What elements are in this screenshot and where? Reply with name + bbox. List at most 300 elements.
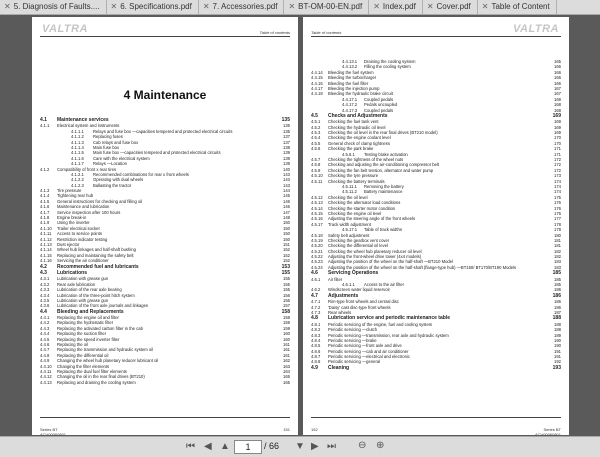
page-count: / 66 [264, 441, 280, 451]
toc-entry-number: 4.4.13.1 [342, 59, 358, 64]
toc-entry-number: 4.3.2 [40, 281, 50, 287]
toc-entry-number: 4.8.8 [311, 359, 321, 365]
toc-entry-number: 4.1.1.4 [71, 144, 84, 150]
page-up-icon[interactable]: ▲ [220, 441, 230, 452]
toc-entry-title: Recommended fuel and lubricants [57, 263, 139, 270]
tab-4[interactable] [369, 0, 423, 14]
toc-entry-page: 174 [554, 189, 561, 195]
toc-entry-number: 4.5.23 [311, 259, 323, 265]
toc-entry-number: 4.4.14 [311, 69, 323, 75]
toc-entry-page: 161 [283, 347, 290, 353]
toc-entry-page: 160 [283, 331, 290, 337]
tab-5[interactable] [423, 0, 478, 14]
toc-entry-title: Access to the air filter [364, 282, 405, 288]
toc-entry-title: Recommended combinations for rear x front wheels [93, 171, 189, 177]
toc-entry-title: Bleeding the fuel filter [328, 80, 369, 86]
toc-entry-page: 176 [554, 210, 561, 216]
toc-entry-page: 166 [554, 69, 561, 75]
toc-entry-title: Coupled pedals [364, 96, 394, 102]
toc-entry-title: Track width adjustment [328, 221, 371, 227]
toc-entry-number: 4.5.15 [311, 210, 323, 216]
toc-entry-number: 4.1.1.6 [71, 155, 84, 161]
toc-entry-number: 4.1.9 [40, 220, 50, 226]
toc-entry-number: 4.1.2.2 [71, 177, 84, 183]
toc-entry-page: 181 [554, 243, 561, 249]
toc-entry-number: 4.5.17.1 [342, 227, 358, 233]
last-page-icon[interactable]: ⏭ [327, 441, 336, 452]
toc-entry-page: 182 [554, 254, 561, 260]
toc-entry-number: 4.5 [311, 112, 318, 119]
toc-entry-page: 185 [552, 270, 561, 277]
toc-entry-number: 4.4.10 [40, 363, 52, 369]
toc-entry-title: Adjusting the front-wheel drive tower (4x4 models) [328, 254, 422, 260]
toc-entry-title: Periodic servicing —transmission, rear axle and hydraulic system [328, 332, 449, 338]
toc-entry-title: Air filter [328, 276, 343, 282]
toc-entry-page: 169 [554, 130, 561, 136]
toc-entry-number: 4.4.4 [40, 331, 50, 337]
toc-entry-page: 167 [554, 85, 561, 91]
toc-entry-page: 166 [554, 64, 561, 70]
toc-entry-title: Relays and fuse box —capacities tempered and protected electrical circuits [93, 128, 233, 134]
toc-entry-number: 4.9 [311, 364, 318, 371]
toc-entry-number: 4.5.7 [311, 157, 321, 163]
toc-entry-page: 186 [552, 292, 561, 299]
toc-entry-title: Servicing the air conditioner [57, 258, 109, 264]
toc-entry-page: 148 [283, 215, 290, 221]
toc-entry-title: Changing the wheel hub planetary reducer lubricant oil [57, 358, 159, 364]
toc-entry-title: Checking the fuel tank vent [328, 119, 379, 125]
valtra-logo: VALTRA [513, 23, 559, 35]
tab-label: Cover.pdf [436, 2, 471, 11]
toc-entry-title: Rear wheels [328, 309, 352, 315]
toc-entry-number: 4.4 [40, 308, 47, 315]
tab-label: Table of Content [491, 2, 550, 11]
toc-entry-page: 172 [554, 157, 561, 163]
toc-entry-title: Periodic servicing —clutch [328, 327, 378, 333]
close-tab-icon[interactable]: ✕ [110, 2, 118, 11]
header-rule [311, 36, 561, 37]
toc-entry-title: Replacing fuses [93, 134, 123, 140]
toc-entry-title: Replacing the dual fuel filter elements [57, 368, 127, 374]
toc-entry-number: 4.4.18 [311, 91, 323, 97]
toc-entry-page: 192 [554, 359, 561, 365]
toc-entry-page: 146 [283, 198, 290, 204]
toc-entry-page: 169 [552, 112, 561, 119]
toc-entry-title: Replacing the activated carbon filter in the cab [57, 325, 143, 331]
toc-entry-number: 4.7 [311, 292, 318, 299]
toc-entry-title: Safety belt adjustment [328, 232, 370, 238]
toc-entry-title: Replacing the suction filter [57, 331, 107, 337]
toc-entry-number: 4.3.6 [40, 303, 50, 309]
toc-entry-page: 191 [554, 354, 561, 360]
toc-entry-number: 4.5.24 [311, 264, 323, 270]
toc-entry-page: 158 [281, 308, 290, 315]
toc-entry-number: 4.4.13.2 [342, 64, 358, 70]
toc-entry-title: Periodic servicing —brake [328, 337, 377, 343]
toc-entry-page: 138 [283, 144, 290, 150]
toc-entry-title: Dust ejector [57, 241, 80, 247]
document-viewer[interactable] [0, 15, 600, 436]
toc-entry-page: 172 [554, 167, 561, 173]
toc-entry-title: Changing the oil in the rear final drives (BT210) [57, 374, 145, 380]
footer-series: Series BT ACV00060801 [40, 427, 67, 435]
toc-entry-number: 4.5.6 [311, 146, 321, 152]
toc-entry-page: 163 [283, 363, 290, 369]
toc-entry-title: Adjusting the position of the wheel on the half-shaft (flange-type hub) —BT150/ BT170/BT190 Models [328, 264, 517, 270]
toc-entry-title: Adjustments [328, 292, 359, 299]
tab-label: 6. Specifications.pdf [120, 2, 192, 11]
toc-entry-number: 4.1.1.3 [71, 139, 84, 145]
close-tab-icon[interactable]: ✕ [4, 2, 11, 11]
toc-entry-page: 160 [283, 336, 290, 342]
toc-entry-number: 4.6.2 [311, 287, 321, 293]
toc-entry-title: Replacing the differential oil [57, 352, 109, 358]
toc-entry-number: 4.1.14 [40, 247, 52, 253]
toc-entry-number: 4.5.3 [311, 130, 321, 136]
toc-entry-number: 4.4.1 [40, 315, 50, 321]
toc-entry-page: 165 [283, 379, 290, 385]
toc-entry-title: Checking the wheel hub planetary reducer oil level [328, 248, 422, 254]
toc-entry-page: 139 [283, 155, 290, 161]
toc-entry-number: 4.1.1.1 [71, 128, 84, 134]
toc-entry-number: 4.5.11 [311, 178, 323, 184]
toc-entry-title: Checking the battery terminals [328, 178, 385, 184]
toc-entry-number: 4.1.5 [40, 198, 50, 204]
toc-entry-title: Checking the oil level in the rear final drives (BT210 model) [328, 130, 438, 136]
tab-6[interactable] [478, 0, 557, 14]
toc-entry-page: 150 [283, 225, 290, 231]
toc-entry-number: 4.1.8 [40, 215, 50, 221]
toc-entry-page: 155 [281, 269, 290, 276]
toc-entry-number: 4.7.3 [311, 309, 321, 315]
footer-rule [311, 417, 561, 418]
toc-entry-number: 4.5.1 [311, 119, 321, 125]
tab-label: BT-OM-00-EN.pdf [298, 2, 363, 11]
toc-entry-title: Periodic servicing —cab and air conditioner [328, 348, 409, 354]
page-number-input[interactable]: 1 [234, 440, 262, 454]
toc-entry-page: 174 [554, 183, 561, 189]
toc-entry-number: 4.4.15 [311, 75, 323, 81]
toc-entry-number: 4.3.5 [40, 297, 50, 303]
toc-entry-page: 139 [283, 150, 290, 156]
pdf-page-left [32, 17, 298, 435]
toc-entry-number: 4.4.17.3 [342, 107, 358, 113]
toc-entry-number: 4.3.4 [40, 292, 50, 298]
toc-entry-number: 4.1.7 [40, 209, 50, 215]
toc-entry-number: 4.5.12 [311, 194, 323, 200]
toc-entry-page: 190 [554, 337, 561, 343]
toc-entry-number: 4.5.5 [311, 140, 321, 146]
toc-entry-page: 166 [554, 75, 561, 81]
toc-entry-title: Care with the electrical system [93, 155, 150, 161]
toc-entry-page: 187 [554, 309, 561, 315]
toc-entry-number: 4.8.7 [311, 354, 321, 360]
toc-entry-title: Checking the alternator load conditions [328, 200, 401, 206]
toc-entry-page: 159 [283, 325, 290, 331]
toc-entry-number: 4.3 [40, 269, 47, 276]
toc-entry-title: Checking the engine coolant level [328, 135, 391, 141]
zoom-out-icon[interactable]: ⊖ [358, 440, 367, 451]
toc-entry-page: 158 [283, 315, 290, 321]
toc-entry-title: Service inspection after 100 hours [57, 209, 121, 215]
toc-entry-number: 4.5.10 [311, 173, 323, 179]
toc-entry-number: 4.4.2 [40, 320, 50, 326]
toc-entry-number: 4.2 [40, 263, 47, 270]
toc-entry-title: Operating with dual wheels [93, 177, 144, 183]
toc-entry-page: 140 [283, 166, 290, 172]
toc-entry-title: Trailer electrical socket [57, 225, 100, 231]
toc-entry-number: 4.8.5 [311, 343, 321, 349]
toc-entry-title: Lubrication with grease gun [57, 276, 109, 282]
toc-entry-number: 4.1.2.3 [71, 182, 84, 188]
toc-entry-page: 185 [554, 276, 561, 282]
toc-entry-page: 170 [554, 140, 561, 146]
toc-entry-page: 171 [554, 151, 561, 157]
toc-entry-title: Checking the starter motor condition [328, 205, 396, 211]
toc-entry-number: 4.6.1 [311, 276, 321, 282]
toc-entry-title: Table of track widths [364, 227, 402, 233]
toc-entry-title: Servicing Operations [328, 270, 379, 277]
toc-entry-page: 137 [283, 134, 290, 140]
first-page-icon[interactable]: ⏮ [186, 441, 195, 452]
toc-entry-number: 4.8.6 [311, 348, 321, 354]
toc-entry-number: 4.5.14 [311, 205, 323, 211]
toc-entry-page: 177 [554, 216, 561, 222]
toc-entry-number: 4.4.13 [40, 379, 52, 385]
toc-entry-number: 4.8.1 [311, 321, 321, 327]
toc-entry-page: 164 [283, 368, 290, 374]
next-page-icon[interactable]: ▶ [311, 441, 319, 452]
page-down-icon[interactable]: ▼ [295, 441, 305, 452]
toc-entry-page: 181 [554, 237, 561, 243]
close-tab-icon[interactable]: ✕ [426, 2, 434, 11]
toc-entry-number: 4.1.10 [40, 225, 52, 231]
toc-entry-page: 152 [283, 247, 290, 253]
toc-entry-number: 4.4.17.2 [342, 102, 358, 108]
toc-entry-page: 152 [283, 258, 290, 264]
toc-entry-number: 4.1.11 [40, 231, 52, 237]
prev-page-icon[interactable]: ◀ [204, 441, 212, 452]
toc-entry-page: 155 [283, 281, 290, 287]
toc-entry-number: 4.4.12 [40, 374, 52, 380]
toc-entry[interactable] [40, 380, 290, 385]
toc-entry-page: 146 [283, 204, 290, 210]
toc-entry-title: Engine break-in [57, 215, 87, 221]
toc-entry-page: 174 [554, 178, 561, 184]
toc-entry-page: 150 [283, 231, 290, 237]
toc-entry-page: 159 [283, 320, 290, 326]
toc-entry-page: 190 [554, 343, 561, 349]
toc-entry-number: 4.5.11.2 [342, 189, 357, 195]
navigation-toolbar [0, 436, 600, 457]
toc-entry-title: Main fuse box —capacities tempered and protected electrical circuits [93, 150, 221, 156]
toc-entry-number: 4.4.6 [40, 342, 50, 348]
toc-entry-page: 188 [554, 321, 561, 327]
toc-entry-page: 139 [283, 161, 290, 167]
toc-entry-title: Replacing the engine oil and filter [57, 315, 119, 321]
toc-entry-page: 144 [283, 188, 290, 194]
toc-entry-page: 161 [283, 352, 290, 358]
toc-entry-number: 4.1.16 [40, 258, 52, 264]
toc-entry-page: 183 [554, 259, 561, 265]
zoom-in-icon[interactable]: ⊕ [376, 440, 385, 451]
toc-entry-title: Access to service points [57, 231, 102, 237]
toc-entry-number: 4.7.1 [311, 299, 321, 305]
toc-entry-number: 4.4.11 [40, 368, 52, 374]
toc-entry-number: 4.4.17 [311, 85, 323, 91]
toc-entry-number: 4.4.7 [40, 347, 50, 353]
toc-entry-title: Lubrication service and periodic maintenance table [328, 315, 450, 322]
toc-entry-number: 4.5.8 [311, 162, 321, 168]
toc-entry-number: 4.1.1.5 [71, 150, 84, 156]
toc-entry-title: Bleeding the fuel system [328, 69, 374, 75]
toc-entry-title: Relays —Location [93, 161, 127, 167]
toc-entry-title: Checking and adjusting the air-conditioning compressor belt [328, 162, 440, 168]
toc-entry[interactable] [311, 365, 561, 371]
toc-entry-number: 4.1.15 [40, 252, 52, 258]
toc-entry-page: 188 [552, 315, 561, 322]
toc-entry-number: 4.1.6 [40, 204, 50, 210]
toc-entry-title: Periodic servicing —front axle and drive [328, 343, 402, 349]
toc-entry-title: Bleeding the injection pump [328, 85, 380, 91]
toc-entry-number: 4.8.2 [311, 327, 321, 333]
toc-entry-title: Lubrication with grease gun [57, 297, 109, 303]
tab-1[interactable] [107, 0, 199, 14]
toc-entry-page: 183 [554, 264, 561, 270]
toc-entry-number: 4.4.8 [40, 352, 50, 358]
toc-entry-page: 171 [554, 146, 561, 152]
toc-entry-number: 4.4.3 [40, 325, 50, 331]
toc-entry-number: 4.5.20 [311, 243, 323, 249]
toc-entry-page: 147 [283, 209, 290, 215]
toc-entry-page: 152 [283, 252, 290, 258]
close-tab-icon[interactable]: ✕ [202, 2, 210, 11]
tab-0[interactable] [0, 0, 107, 14]
tab-label: 5. Diagnosis of Faults.... [13, 2, 100, 11]
toc-entry-page: 176 [554, 200, 561, 206]
toc-entry-number: 4.8 [311, 315, 318, 322]
pdf-page-right [303, 17, 569, 435]
toc-entry-number: 4.5.22 [311, 254, 323, 260]
toc-entry-number: 4.1.2.1 [71, 171, 84, 177]
toc-entry-title: Bleeding and Replacements [57, 308, 124, 315]
toc-entry-title: Periodic servicing of the engine, fuel and cooling system [328, 321, 433, 327]
toc-entry-page: 168 [554, 107, 561, 113]
toc-entry-title: Windscreen water liquid reservoir [328, 287, 390, 293]
toc-entry-page: 156 [283, 297, 290, 303]
toc-entry-number: 4.1 [40, 117, 47, 123]
toc-entry-title: 'Daisy' cast disc-type front wheels [328, 304, 391, 310]
toc-entry-page: 173 [554, 173, 561, 179]
toc-entry-page: 188 [554, 327, 561, 333]
toc-entry-page: 180 [554, 232, 561, 238]
toc-entry-title: Replacing the oil [57, 342, 88, 348]
valtra-logo: VALTRA [42, 23, 88, 35]
toc-entry-page: 155 [283, 276, 290, 282]
toc-entry-number: 4.5.21 [311, 248, 323, 254]
toc-entry-number: 4.8.3 [311, 332, 321, 338]
toc-entry-number: 4.5.13 [311, 200, 323, 206]
toc-entry-number: 4.7.2 [311, 304, 321, 310]
toc-entry-page: 155 [283, 287, 290, 293]
toc-entry-page: 165 [554, 59, 561, 64]
toc-entry-number: 4.1.2 [40, 166, 50, 172]
toc-entry-title: Ballasting the tractor [93, 182, 132, 188]
toc-entry-number: 4.5.18 [311, 232, 323, 238]
toc-entry-title: Replacing and draining the cooling system [57, 379, 136, 385]
toc-entry-page: 186 [554, 304, 561, 310]
toc-entry-page: 178 [554, 227, 561, 233]
toc-entry-title: Checking the oil level [328, 194, 368, 200]
toc-entry-page: 135 [283, 128, 290, 134]
toc-entry-title: Coupled pedals [364, 107, 394, 113]
toc-entry-number: 4.5.11.1 [342, 183, 357, 189]
close-tab-icon[interactable]: ✕ [288, 2, 296, 11]
toc-entry-number: 4.1.3 [40, 188, 50, 194]
tab-3[interactable] [284, 0, 369, 14]
toc-entry-number: 4.6 [311, 270, 318, 277]
toc-entry-page: 153 [281, 263, 290, 270]
toc-entry-number: 4.1.12 [40, 236, 52, 242]
toc-entry-number: 4.1.13 [40, 241, 52, 247]
toc-entry-title: Checking the park brake [328, 146, 374, 152]
toc-entry-page: 178 [554, 221, 561, 227]
toc-entry-title: Adjusting the steering angle of the front wheels [328, 216, 416, 222]
toc-entry-title: Restriction indicator testing [57, 236, 108, 242]
toc-entry-title: General check of clamp tightness [328, 140, 390, 146]
page-header-text: Table of contents [311, 30, 342, 35]
toc-list [311, 59, 561, 371]
toc-entry-page: 189 [554, 332, 561, 338]
toc-entry-title: Bleeding the turbocharger [328, 75, 377, 81]
close-tab-icon[interactable]: ✕ [373, 2, 380, 11]
toc-entry-page: 169 [554, 124, 561, 130]
close-tab-icon[interactable]: ✕ [481, 2, 489, 11]
toc-entry-number: 4.5.6.1 [342, 151, 355, 157]
toc-entry-page: 165 [283, 374, 290, 380]
toc-entry-title: Cab relays and fuse box [93, 139, 139, 145]
toc-entry-page: 157 [283, 303, 290, 309]
toc-entry-page: 137 [283, 139, 290, 145]
toc-entry-title: Tightening rear hub [57, 193, 94, 199]
toc-entry-title: Tire pressure [57, 188, 82, 194]
toc-entry-page: 176 [554, 205, 561, 211]
toc-entry-number: 4.5.4 [311, 135, 321, 141]
tab-2[interactable] [199, 0, 285, 14]
toc-entry-page: 166 [554, 80, 561, 86]
toc-entry-number: 4.5.2 [311, 124, 321, 130]
toc-entry-title: General instructions for checking and filling oil [57, 198, 143, 204]
tab-label: 7. Accessories.pdf [212, 2, 278, 11]
toc-entry-title: Checking the hydraulic oil level [328, 124, 386, 130]
toc-entry-page: 162 [283, 358, 290, 364]
toc-entry-number: 4.3.1 [40, 276, 50, 282]
toc-entry-page: 169 [554, 119, 561, 125]
toc-entry-number: 4.6.1.1 [342, 282, 355, 288]
toc-entry-page: 193 [552, 364, 561, 371]
toc-entry-number: 4.5.16 [311, 216, 323, 222]
toc-entry-page: 156 [283, 292, 290, 298]
toc-entry-page: 161 [283, 342, 290, 348]
toc-entry-title: Lubrication of the rear axle bearing [57, 287, 122, 293]
toc-entry-title: Adjusting the position of the wheel on the half-shaft —BT210 Model [328, 259, 454, 265]
toc-entry-page: 168 [554, 102, 561, 108]
toc-entry-number: 4.4.5 [40, 336, 50, 342]
toc-entry-page: 191 [554, 348, 561, 354]
toc-entry-number: 4.3.3 [40, 287, 50, 293]
toc-entry-title: Checks and Adjustments [328, 112, 388, 119]
toc-entry-page: 135 [281, 117, 290, 123]
